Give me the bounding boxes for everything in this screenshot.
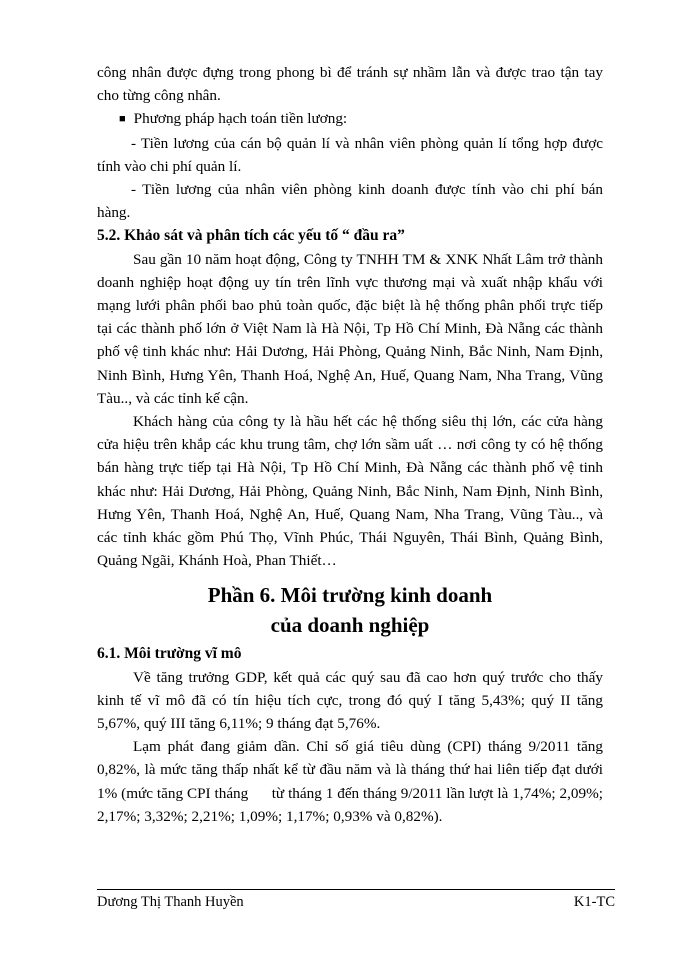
heading-6-1: 6.1. Môi trường vĩ mô: [97, 645, 242, 663]
square-bullet-icon: ■: [119, 113, 126, 126]
footer-divider: [97, 889, 615, 890]
paragraph-dash-1: - Tiền lương của cán bộ quản lí và nhân viên phòng quản lí tổng hợp được tính vào chi phí quản lí.: [97, 134, 603, 175]
footer-class-code: K1-TC: [573, 894, 615, 910]
bullet-item: [119, 107, 603, 131]
paragraph-company-overview: Sau gần 10 năm hoạt động, Công ty TNHH TM & XNK Nhất Lâm trở thành doanh nghiệp hoạt động uy tín trên lĩnh vực thương mại và xuất nhập khẩu với mạng lưới phân phối bao phủ toàn quốc, đặc biệt là hệ thống phân phối trực tiếp tại các thành phố lớn ở Việt Nam là Hà Nội, Tp Hồ Chí Minh, Đà Nẵng các thành phố vệ tinh khác như: Hải Dương, Hải Phòng, Quảng Ninh, Bắc Ninh, Nam Định, Ninh Bình, Hưng Yên, Thanh Hoá, Nghệ An, Huế, Quang Nam, Nha Trang, Vũng Tàu.., và các tỉnh kế cận.: [97, 250, 603, 407]
bullet-text: Phương pháp hạch toán tiền lương:: [133, 110, 348, 128]
paragraph-gdp: Về tăng trưởng GDP, kết quả các quý sau đã cao hơn quý trước cho thấy kinh tế vĩ mô đã có tín hiệu tích cực, trong đó quý I tăng 5,43%; quý II tăng 5,67%, quý III tăng 6,11%; 9 tháng đạt 5,76%.: [97, 668, 603, 733]
paragraph-customers: Khách hàng của công ty là hầu hết các hệ thống siêu thị lớn, các cửa hàng cửa hiệu trên khắp các khu trung tâm, chợ lớn sầm uất … nơi công ty có hệ thống bán hàng trực tiếp tại Hà Nội, Tp Hồ Chí Minh, Đà Nẵng các thành phố vệ tinh khác như: Hải Dương, Hải Phòng, Quảng Ninh, Bắc Ninh, Nam Định, Ninh Bình, Hưng Yên, Thanh Hoá, Nghệ An, Huế, Quang Nam, Nha Trang, Vũng Tàu.., và các tỉnh khác gồm Phú Thọ, Vĩnh Phúc, Thái Nguyên, Thái Bình, Quảng Bình, Quảng Ngãi, Khánh Hoà, Phan Thiết…: [97, 413, 603, 570]
page-footer: [97, 893, 615, 911]
footer-author: Dương Thị Thanh Huyền: [97, 894, 244, 910]
document-page: [97, 0, 607, 828]
heading-5-2: 5.2. Khảo sát và phân tích các yếu tố “ đầu ra”: [97, 227, 405, 245]
paragraph-dash-2: - Tiền lương của nhân viên phòng kinh doanh được tính vào chi phí bán hàng.: [97, 181, 603, 222]
section-title-line-2: của doanh nghiệp: [270, 613, 430, 638]
paragraph-wage-delivery: công nhân được đựng trong phong bì để tránh sự nhầm lẫn và được trao tận tay cho từng công nhân.: [97, 64, 603, 105]
paragraph-inflation: Lạm phát đang giảm dần. Chỉ số giá tiêu dùng (CPI) tháng 9/2011 tăng 0,82%, là mức tăng thấp nhất kể từ đầu năm và là tháng thứ hai liên tiếp đạt dưới 1% (mức tăng CPI tháng từ tháng 1 đến tháng 9/2011 lần lượt là 1,74%; 2,09%; 2,17%; 3,32%; 2,21%; 1,09%; 1,17%; 0,93% và 0,82%).: [97, 738, 607, 825]
section-title-line-1: Phần 6. Môi trường kinh doanh: [207, 583, 493, 608]
